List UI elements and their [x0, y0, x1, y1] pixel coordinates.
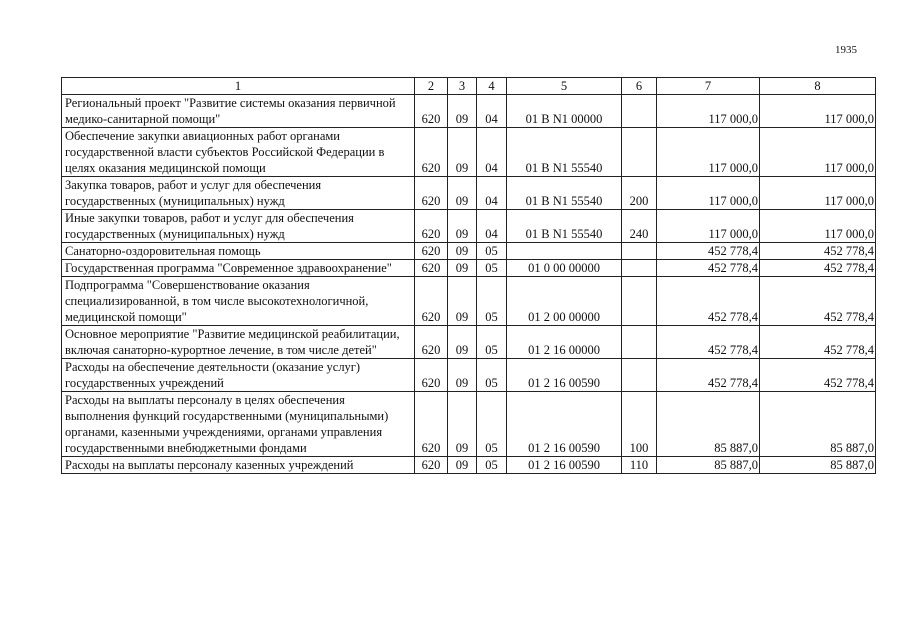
header-cell-6: 6 [622, 78, 657, 95]
subsection-code: 05 [477, 392, 507, 457]
header-cell-3: 3 [448, 78, 477, 95]
subsection-code: 05 [477, 457, 507, 474]
section-code: 09 [448, 128, 477, 177]
section-code: 09 [448, 359, 477, 392]
row-description: Подпрограмма "Совершенствование оказания специализированной, в том числе высокотехнологичной, медицинской помощи" [62, 277, 415, 326]
amount-col8: 85 887,0 [760, 457, 876, 474]
amount-col7: 452 778,4 [657, 326, 760, 359]
row-description: Обеспечение закупки авиационных работ органами государственной власти субъектов Российской Федерации в целях оказания медицинской помощи [62, 128, 415, 177]
table-row [62, 392, 876, 457]
subsection-code: 04 [477, 95, 507, 128]
table-row [62, 277, 876, 326]
section-code: 09 [448, 210, 477, 243]
table-row [62, 260, 876, 277]
amount-col7: 117 000,0 [657, 128, 760, 177]
header-cell-4: 4 [477, 78, 507, 95]
header-row [62, 78, 876, 95]
ministry-code: 620 [415, 177, 448, 210]
target-item-code: 01 2 16 00590 [507, 359, 622, 392]
section-code: 09 [448, 457, 477, 474]
table-row [62, 326, 876, 359]
amount-col7: 452 778,4 [657, 260, 760, 277]
subsection-code: 05 [477, 326, 507, 359]
expense-type-code [622, 128, 657, 177]
budget-table [61, 77, 876, 474]
page-number: 1935 [835, 44, 857, 56]
table-row [62, 359, 876, 392]
ministry-code: 620 [415, 457, 448, 474]
amount-col7: 452 778,4 [657, 243, 760, 260]
header-cell-5: 5 [507, 78, 622, 95]
table-row [62, 210, 876, 243]
amount-col8: 117 000,0 [760, 177, 876, 210]
amount-col7: 117 000,0 [657, 210, 760, 243]
amount-col7: 452 778,4 [657, 277, 760, 326]
amount-col8: 452 778,4 [760, 277, 876, 326]
expense-type-code: 110 [622, 457, 657, 474]
amount-col8: 452 778,4 [760, 243, 876, 260]
amount-col8: 117 000,0 [760, 95, 876, 128]
expense-type-code: 100 [622, 392, 657, 457]
ministry-code: 620 [415, 95, 448, 128]
row-description: Санаторно-оздоровительная помощь [62, 243, 415, 260]
ministry-code: 620 [415, 359, 448, 392]
section-code: 09 [448, 277, 477, 326]
expense-type-code [622, 326, 657, 359]
row-description: Расходы на выплаты персоналу казенных учреждений [62, 457, 415, 474]
expense-type-code [622, 359, 657, 392]
ministry-code: 620 [415, 210, 448, 243]
ministry-code: 620 [415, 392, 448, 457]
expense-type-code [622, 95, 657, 128]
ministry-code: 620 [415, 128, 448, 177]
subsection-code: 04 [477, 210, 507, 243]
table-row [62, 177, 876, 210]
target-item-code: 01 В N1 55540 [507, 128, 622, 177]
amount-col8: 85 887,0 [760, 392, 876, 457]
amount-col7: 85 887,0 [657, 392, 760, 457]
header-cell-7: 7 [657, 78, 760, 95]
target-item-code: 01 2 16 00000 [507, 326, 622, 359]
section-code: 09 [448, 260, 477, 277]
subsection-code: 04 [477, 177, 507, 210]
row-description: Закупка товаров, работ и услуг для обеспечения государственных (муниципальных) нужд [62, 177, 415, 210]
row-description: Иные закупки товаров, работ и услуг для обеспечения государственных (муниципальных) нужд [62, 210, 415, 243]
row-description: Расходы на выплаты персоналу в целях обеспечения выполнения функций государственными (муниципальными) органами, казенными учреждениями, органами управления государственными внебюджетными фондами [62, 392, 415, 457]
target-item-code: 01 2 16 00590 [507, 457, 622, 474]
target-item-code: 01 В N1 55540 [507, 210, 622, 243]
row-description: Основное мероприятие "Развитие медицинской реабилитации, включая санаторно-курортное лечение, в том числе детей" [62, 326, 415, 359]
target-item-code: 01 В N1 00000 [507, 95, 622, 128]
row-description: Государственная программа "Современное здравоохранение" [62, 260, 415, 277]
subsection-code: 05 [477, 359, 507, 392]
amount-col7: 117 000,0 [657, 95, 760, 128]
expense-type-code [622, 260, 657, 277]
target-item-code: 01 2 16 00590 [507, 392, 622, 457]
amount-col8: 452 778,4 [760, 326, 876, 359]
target-item-code: 01 В N1 55540 [507, 177, 622, 210]
ministry-code: 620 [415, 326, 448, 359]
expense-type-code [622, 277, 657, 326]
amount-col7: 117 000,0 [657, 177, 760, 210]
table-row [62, 457, 876, 474]
ministry-code: 620 [415, 277, 448, 326]
header-cell-2: 2 [415, 78, 448, 95]
target-item-code: 01 2 00 00000 [507, 277, 622, 326]
table-row [62, 243, 876, 260]
section-code: 09 [448, 95, 477, 128]
section-code: 09 [448, 177, 477, 210]
amount-col8: 452 778,4 [760, 260, 876, 277]
amount-col7: 452 778,4 [657, 359, 760, 392]
subsection-code: 05 [477, 260, 507, 277]
target-item-code [507, 243, 622, 260]
amount-col8: 117 000,0 [760, 210, 876, 243]
ministry-code: 620 [415, 260, 448, 277]
row-description: Региональный проект "Развитие системы оказания первичной медико-санитарной помощи" [62, 95, 415, 128]
amount-col7: 85 887,0 [657, 457, 760, 474]
section-code: 09 [448, 326, 477, 359]
section-code: 09 [448, 243, 477, 260]
subsection-code: 05 [477, 277, 507, 326]
amount-col8: 452 778,4 [760, 359, 876, 392]
subsection-code: 04 [477, 128, 507, 177]
header-cell-1: 1 [62, 78, 415, 95]
expense-type-code: 240 [622, 210, 657, 243]
amount-col8: 117 000,0 [760, 128, 876, 177]
row-description: Расходы на обеспечение деятельности (оказание услуг) государственных учреждений [62, 359, 415, 392]
expense-type-code: 200 [622, 177, 657, 210]
target-item-code: 01 0 00 00000 [507, 260, 622, 277]
subsection-code: 05 [477, 243, 507, 260]
header-cell-8: 8 [760, 78, 876, 95]
table-row [62, 128, 876, 177]
expense-type-code [622, 243, 657, 260]
ministry-code: 620 [415, 243, 448, 260]
table-row [62, 95, 876, 128]
section-code: 09 [448, 392, 477, 457]
